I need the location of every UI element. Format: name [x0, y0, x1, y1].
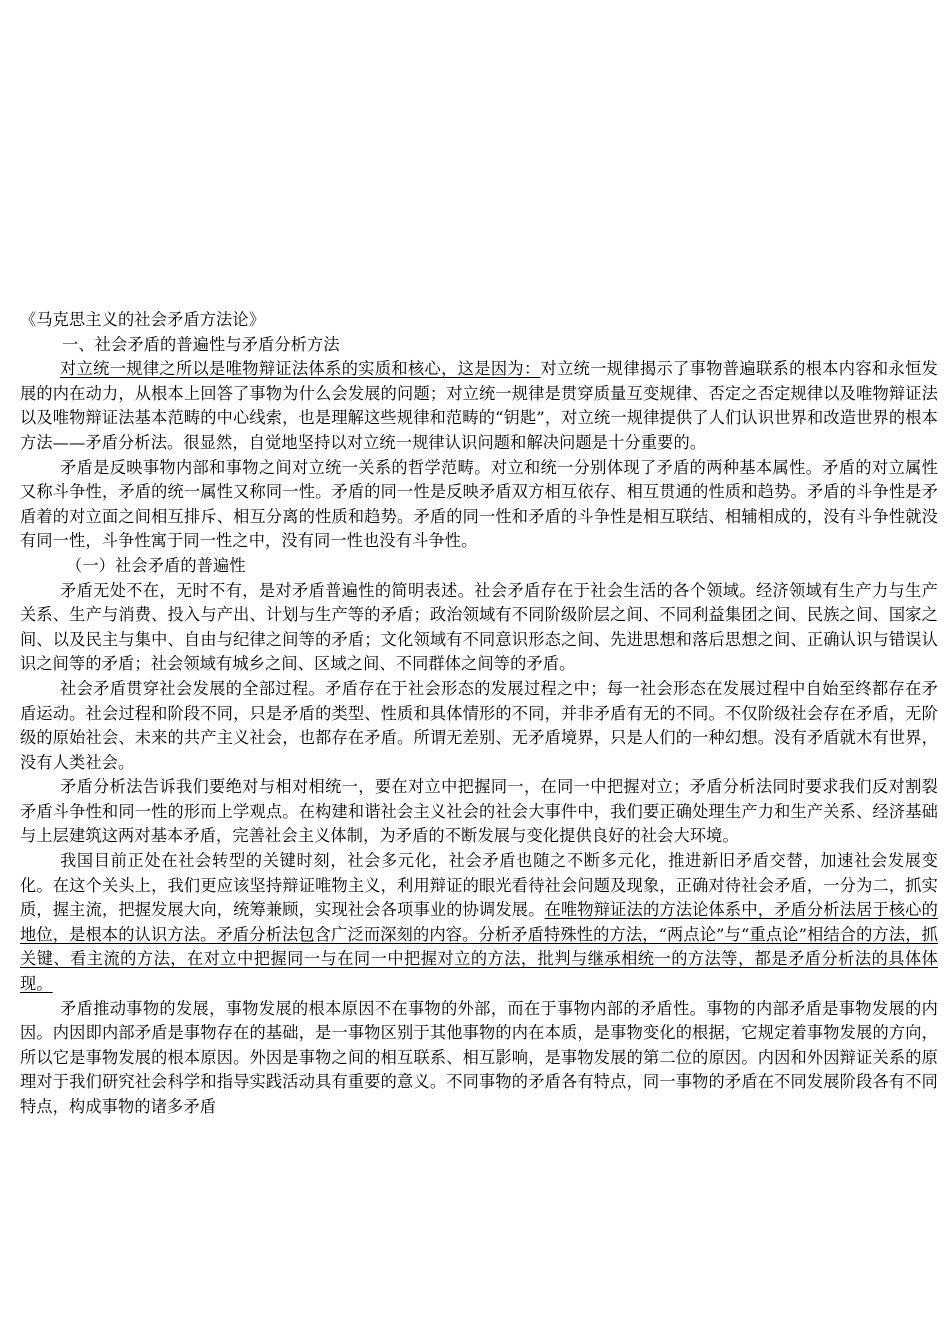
section-heading: 一、社会矛盾的普遍性与矛盾分析方法 [62, 334, 340, 354]
subsection-heading: （一）社会矛盾的普遍性 [66, 555, 246, 575]
underlined-text: 在唯物辩证法的方法论体系中，矛盾分析法居于核心的地位，是根本的认识方法。矛盾分析法包含广泛而深刻的内容。分析矛盾特殊性的方法，“两点论”与“重点论”相结合的方法，抓关键、看主流的方法，在对立中把握同一与在同一中把握对立的方法，批判与继承相统一的方法等，都是矛盾分析法的具体体现。 [20, 900, 938, 994]
paragraph-5: 矛盾分析法告诉我们要绝对与相对相统一，要在对立中把握同一，在同一中把握对立；矛盾分析法同时要求我们反对割裂矛盾斗争性和同一性的形而上学观点。在构建和谐社会主义社会的社会大事件中，我们要正确处理生产力和生产关系、经济基础与上层建筑这两对基本矛盾，完善社会主义体制，为矛盾的不断发展与变化提供良好的社会大环境。 [20, 777, 938, 846]
paragraph-4: 社会矛盾贯穿社会发展的全部过程。矛盾存在于社会形态的发展过程之中；每一社会形态在发展过程中自始至终都存在矛盾运动。社会过程和阶段不同，只是矛盾的类型、性质和具体情形的不同，并非矛盾有无的不同。不仅阶级社会存在矛盾，无阶级的原始社会、未来的共产主义社会，也都存在矛盾。所谓无差别、无矛盾境界，只是人们的一种幻想。没有矛盾就木有世界，没有人类社会。 [20, 678, 938, 772]
paragraph-2: 矛盾是反映事物内部和事物之间对立统一关系的哲学范畴。对立和统一分别体现了矛盾的两种基本属性。矛盾的对立属性又称斗争性，矛盾的统一属性又称同一性。矛盾的同一性是反映矛盾双方相互依存、相互贯通的性质和趋势。矛盾的斗争性是矛盾着的对立面之间相互排斥、相互分离的性质和趋势。矛盾的同一性和矛盾的斗争性是相互联结、相辅相成的，没有斗争性就没有同一性，斗争性寓于同一性之中，没有同一性也没有斗争性。 [20, 457, 938, 551]
paragraph-text: 对立统一规律揭示了事物普遍联系的根本内容和永恒发展的内在动力，从根本上回答了事物为什么会发展的问题；对立统一规律是贯穿质量互变规律、否定之否定规律以及唯物辩证法以及唯物辩证法基本范畴的中心线索，也是理解这些规律和范畴的“钥匙”，对立统一规律提供了人们认识世界和改造世界的根本方法——矛盾分析法。很显然，自觉地坚持以对立统一规律认识问题和解决问题是十分重要的。 [20, 359, 938, 452]
document-title: 《马克思主义的社会矛盾方法论》 [20, 310, 266, 329]
document-page [20, 308, 938, 1120]
paragraph-3: 矛盾无处不在，无时不有，是对矛盾普遍性的简明表述。社会矛盾存在于社会生活的各个领域。经济领域有生产力与生产关系、生产与消费、投入与产出、计划与生产等的矛盾；政治领域有不同阶级阶层之间、不同利益集团之间、民族之间、国家之间、以及民主与集中、自由与纪律之间等的矛盾；文化领域有不同意识形态之间、先进思想和落后思想之间、正确认识与错误认识之间等的矛盾；社会领域有城乡之间、区域之间、不同群体之间等的矛盾。 [20, 580, 938, 674]
paragraph-7: 矛盾推动事物的发展，事物发展的根本原因不在事物的外部，而在于事物内部的矛盾性。事物的内部矛盾是事物发展的内因。内因即内部矛盾是事物存在的基础，是一事物区别于其他事物的内在本质，是事物变化的根据，它规定着事物发展的方向，所以它是事物发展的根本原因。外因是事物之间的相互联系、相互影响，是事物发展的第二位的原因。内因和外因辩证关系的原理对于我们研究社会科学和指导实践活动具有重要的意义。不同事物的矛盾各有特点，同一事物的矛盾在不同发展阶段各有不同特点，构成事物的诸多矛盾 [20, 998, 938, 1116]
paragraph-text: 我国目前正处在社会转型的关键时刻，社会多元化，社会矛盾也随之不断多元化，推进新旧矛盾交替，加速社会发展变化。在这个关头上，我们更应该坚持辩证唯物主义，利用辩证的眼光看待社会问题及现象，正确对待社会矛盾，一分为二，抓实质，握主流，把握发展大向，统筹兼顾，实现社会各项事业的协调发展。 [20, 851, 938, 920]
paragraph-6 [20, 849, 938, 997]
paragraph-1 [20, 357, 938, 455]
underlined-text: 对立统一规律之所以是唯物辩证法体系的实质和核心，这是因为： [60, 359, 541, 379]
